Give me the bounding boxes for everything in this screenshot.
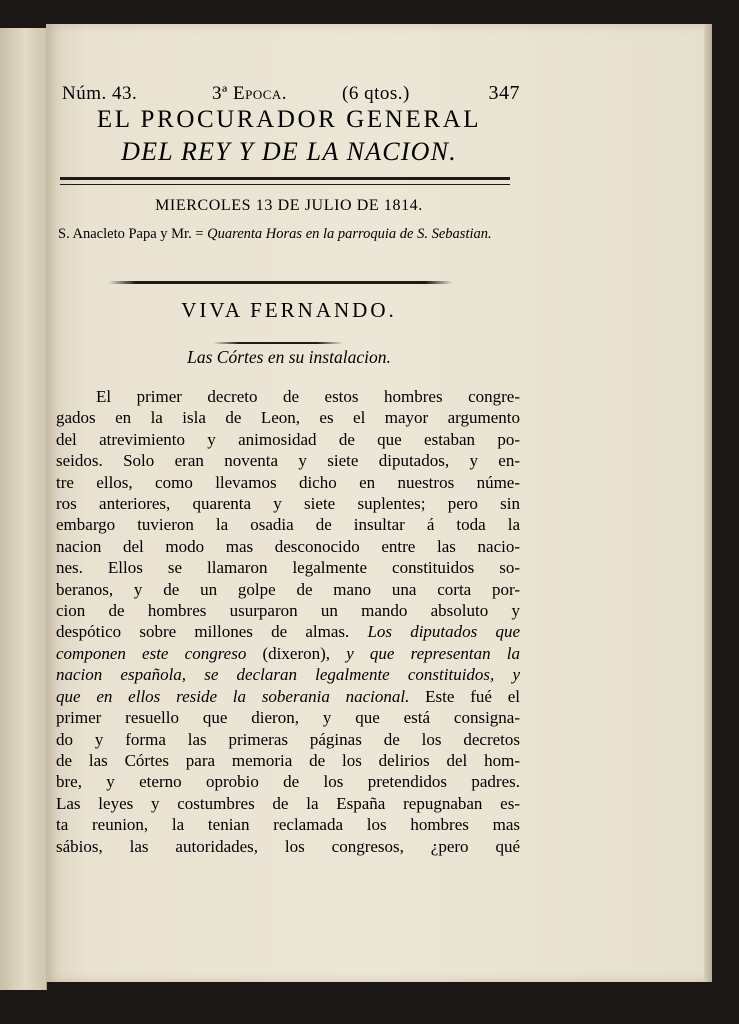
article-line — [56, 707, 520, 728]
text: del atrevimiento y animosidad de que estaban po- — [56, 429, 520, 449]
article-line — [56, 814, 520, 835]
text: El primer decreto de estos hombres congre- — [96, 387, 520, 406]
issue-epoch: 3ª Epoca. — [212, 83, 288, 104]
article-line — [56, 450, 520, 471]
article-line — [56, 771, 520, 792]
article-line — [56, 686, 520, 707]
issue-number: Núm. 43. — [62, 83, 138, 104]
italic-text: que en ellos reside la soberania nacional. — [56, 686, 410, 706]
text: primer resuello que dieron, y que está consigna- — [56, 708, 520, 728]
italic-text: nacion española, se declaran legalmente constituidos, y — [56, 665, 520, 685]
article-line — [56, 557, 520, 578]
text: despótico sobre millones de almas. — [56, 622, 368, 642]
section-divider — [108, 281, 453, 284]
text: ta reunion, la tenian reclamada los hombres mas — [56, 815, 520, 835]
text: (dixeron), — [246, 643, 347, 663]
text: sábios, las autoridades, los congresos, ¿pero qué — [56, 836, 520, 856]
devotion-note: Quarenta Horas en la parroquia de S. Sebastian. — [207, 226, 492, 242]
italic-text: y que representan la — [346, 643, 520, 663]
article-line — [56, 536, 520, 557]
article-line — [56, 386, 520, 407]
article-line — [56, 429, 520, 450]
article-line — [56, 493, 520, 514]
text: de las Córtes para memoria de los delirios del hom- — [56, 750, 520, 770]
article-line — [56, 407, 520, 428]
saint-name: S. Anacleto Papa y Mr. = — [58, 226, 204, 242]
facing-page-edge — [0, 28, 47, 990]
masthead-rule — [60, 177, 510, 185]
article-line — [56, 472, 520, 493]
text: gados en la isla de Leon, es el mayor argumento — [56, 408, 520, 428]
saint-of-day — [58, 224, 520, 245]
article-line — [56, 750, 520, 771]
article-line — [56, 621, 520, 642]
article-line — [56, 600, 520, 621]
text: cion de hombres usurparon un mando absoluto y — [56, 601, 520, 621]
text: tre ellos, como llevamos dicho en nuestros núme- — [56, 472, 520, 492]
text: Las leyes y costumbres de la España repugnaban es- — [56, 793, 520, 813]
text: seidos. Solo eran noventa y siete diputados, y en- — [56, 451, 520, 471]
motto: VIVA FERNANDO. — [181, 298, 397, 322]
issue-header — [62, 82, 520, 105]
article-line — [56, 643, 520, 664]
article-body — [56, 386, 520, 857]
publication-subtitle: DEL REY Y DE LA NACION. — [121, 137, 457, 166]
article-line — [56, 836, 520, 857]
page-fore-edge — [704, 24, 712, 982]
italic-text: Los diputados que — [367, 622, 520, 642]
short-divider — [213, 342, 343, 344]
article-line — [56, 729, 520, 750]
italic-text: componen este congreso — [56, 643, 247, 663]
text: bre, y eterno oprobio de los pretendidos padres. — [56, 772, 520, 792]
publication-title: EL PROCURADOR GENERAL — [96, 106, 482, 133]
article-line — [56, 514, 520, 535]
article-line — [56, 793, 520, 814]
text: nes. Ellos se llamaron legalmente constituidos so- — [56, 558, 520, 578]
issue-quartos: (6 qtos.) — [342, 83, 410, 104]
text: beranos, y de un golpe de mano una corta por- — [56, 579, 520, 599]
article-line — [56, 664, 520, 685]
article-line — [56, 579, 520, 600]
page-number: 347 — [488, 82, 520, 104]
text: ros anteriores, quarenta y siete suplentes; pero sin — [56, 494, 520, 514]
article-heading: Las Córtes en su instalacion. — [187, 347, 391, 367]
text: embargo tuvieron la osadia de insultar á toda la — [56, 515, 520, 535]
issue-date: MIERCOLES 13 DE JULIO DE 1814. — [155, 197, 423, 214]
text: do y forma las primeras páginas de los decretos — [56, 729, 520, 749]
text: Este fué el — [409, 686, 520, 706]
text: nacion del modo mas desconocido entre las nacio- — [56, 536, 520, 556]
